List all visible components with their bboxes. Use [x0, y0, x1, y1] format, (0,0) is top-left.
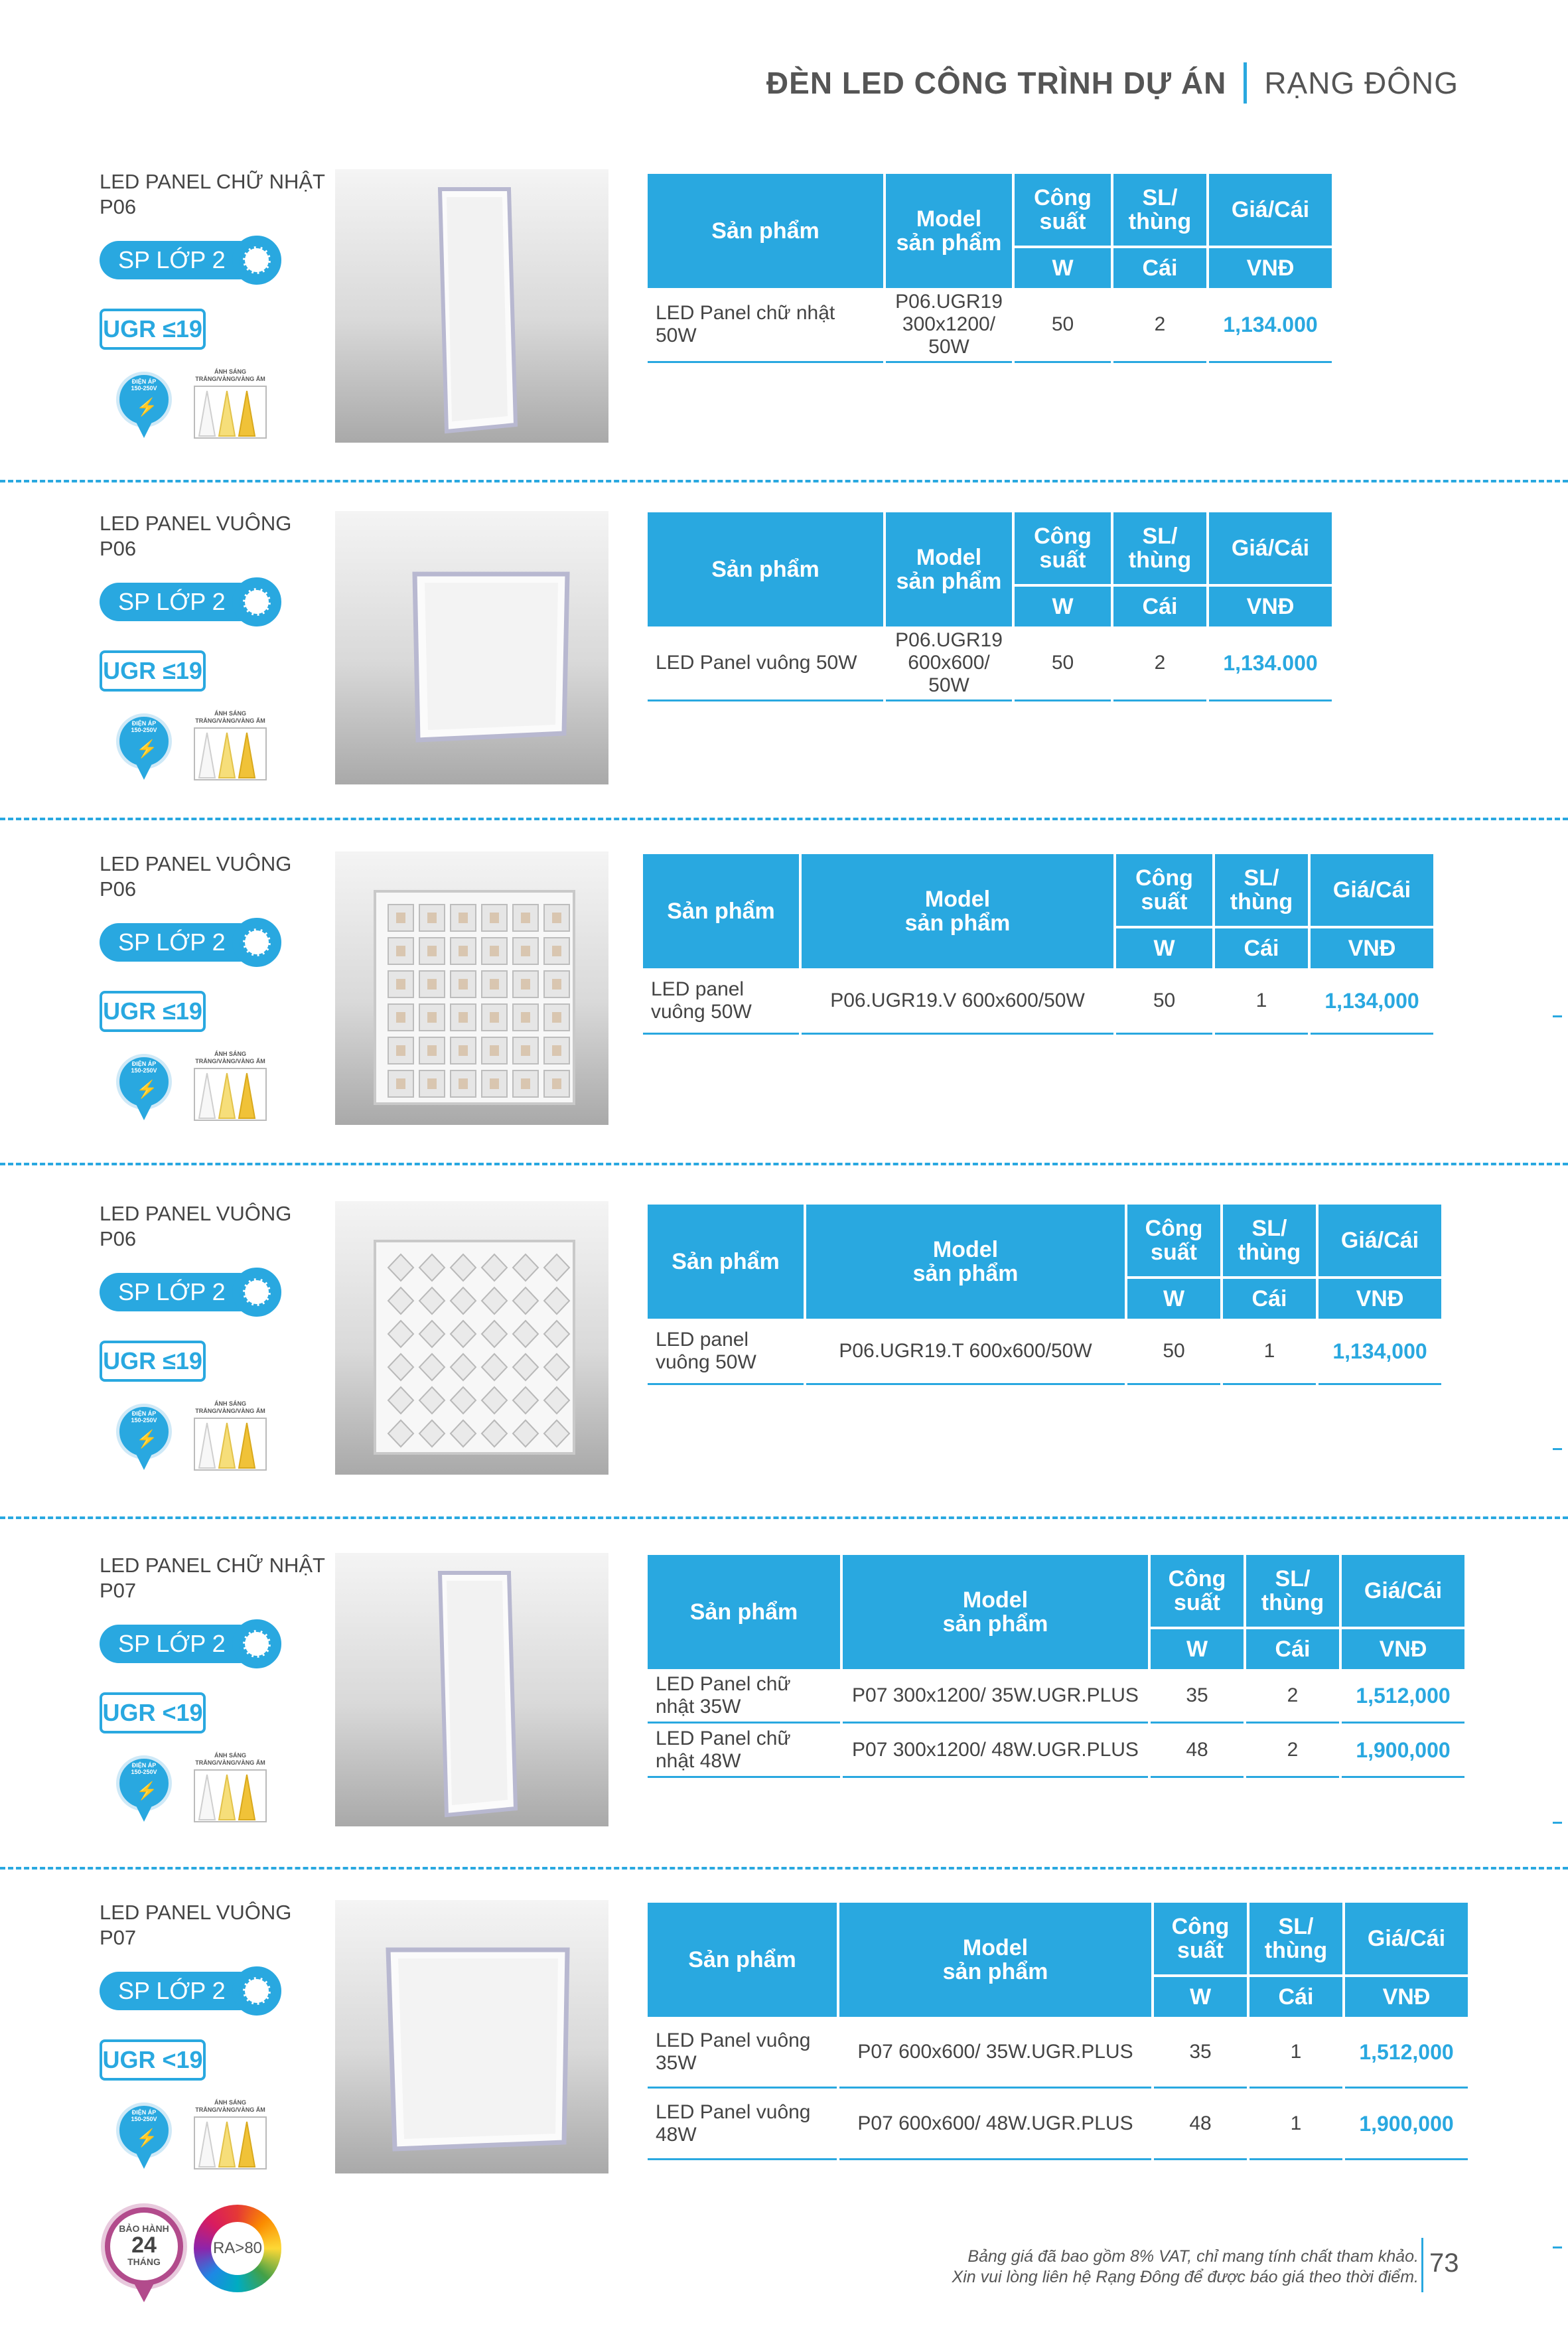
ugr-badge: UGR ≤19: [100, 309, 206, 350]
light-color-icon: [194, 710, 273, 783]
col-unit-pcs: Cái: [1246, 1627, 1339, 1669]
cell-model: P07 300x1200/ 35W.UGR.PLUS: [843, 1669, 1148, 1724]
price-table: [645, 1903, 1470, 2160]
section-divider: [0, 1163, 1568, 1165]
color-rendering-badge: [194, 2205, 281, 2292]
col-unit-pcs: Cái: [1249, 1974, 1342, 2017]
section-divider: [0, 480, 1568, 482]
cell-power: 50: [1015, 288, 1111, 363]
page-number-separator: [1421, 2238, 1423, 2292]
cell-price: 1,134.000: [1209, 626, 1332, 701]
col-header-qty: SL/ thùng: [1223, 1205, 1316, 1276]
voltage-label: ĐIỆN ÁP 150-250V: [131, 720, 157, 733]
light-beams-icon: [194, 1068, 267, 1121]
col-unit-w: W: [1015, 584, 1111, 626]
sp-class-badge: [100, 236, 289, 285]
product-title: [100, 511, 325, 561]
col-unit-vnd: VNĐ: [1209, 584, 1332, 626]
cell-power: 50: [1127, 1319, 1220, 1385]
product-title-line1: LED PANEL CHỮ NHẬT: [100, 170, 325, 193]
header-separator: [1244, 62, 1247, 104]
voltage-label: ĐIỆN ÁP 150-250V: [131, 378, 157, 392]
col-header-price: Giá/Cái: [1311, 854, 1433, 926]
product-title-line1: LED PANEL CHỮ NHẬT: [100, 1554, 325, 1577]
col-unit-w: W: [1154, 1974, 1247, 2017]
product-photo: [335, 169, 608, 443]
light-color-icon: [194, 1051, 273, 1124]
voltage-pin-icon: [116, 1054, 172, 1127]
price-table: [645, 1555, 1467, 1778]
table-row: [648, 1669, 1464, 1724]
col-header-product: Sản phẩm: [648, 1205, 804, 1319]
voltage-pin-icon: [116, 1755, 172, 1828]
class2-ring-icon: [232, 1966, 281, 2016]
col-unit-w: W: [1151, 1627, 1244, 1669]
cell-qty: 1: [1249, 2017, 1342, 2089]
price-table: [645, 512, 1334, 701]
price-table: [640, 854, 1436, 1035]
lightning-bolt-icon: ⚡: [136, 397, 158, 417]
cell-qty: 1: [1223, 1319, 1316, 1385]
product-section: [0, 1201, 1568, 1480]
ra-label: RA>80: [211, 2222, 264, 2275]
col-unit-vnd: VNĐ: [1319, 1276, 1441, 1319]
cell-product-name: LED Panel vuông 48W: [648, 2089, 837, 2160]
lightning-bolt-icon: ⚡: [136, 1781, 158, 1801]
product-title-line2: P07: [100, 1926, 137, 1949]
cell-price: 1,134,000: [1311, 968, 1433, 1035]
price-table: [645, 174, 1334, 363]
col-header-model: Model sản phẩm: [839, 1903, 1151, 2017]
sp-class-badge: [100, 577, 289, 626]
light-color-icon: [194, 1752, 273, 1825]
panel-light-illustration: [335, 1201, 608, 1475]
cell-price: 1,134,000: [1319, 1319, 1441, 1385]
product-title-line2: P06: [100, 1227, 137, 1250]
cell-model: P06.UGR19.V 600x600/50W: [802, 968, 1113, 1035]
footer-note-line2: Xin vui lòng liên hệ Rạng Đông để được báo giá theo thời điểm.: [952, 2268, 1419, 2286]
light-beams-icon: [194, 727, 267, 780]
product-section: [0, 169, 1568, 448]
cell-product-name: LED Panel vuông 50W: [648, 626, 883, 701]
product-title-line2: P07: [100, 1579, 137, 1602]
voltage-pin-icon: [116, 1404, 172, 1477]
sp-class-badge: [100, 1268, 289, 1317]
cell-price: 1,512,000: [1342, 1669, 1464, 1724]
page-number: 73: [1429, 2248, 1459, 2278]
light-color-icon: [194, 1400, 273, 1473]
cell-power: 35: [1154, 2017, 1247, 2089]
light-beams-icon: [194, 1418, 267, 1471]
product-photo: [335, 1553, 608, 1826]
cell-qty: 2: [1246, 1724, 1339, 1778]
product-photo: [335, 851, 608, 1125]
cell-qty: 2: [1246, 1669, 1339, 1724]
edge-tick-mark: [1553, 2246, 1562, 2248]
light-color-icon: [194, 368, 273, 441]
page-header: [766, 60, 1459, 106]
product-section: [0, 1553, 1568, 1832]
footer-note: [952, 2246, 1419, 2288]
table-row: [648, 1319, 1441, 1385]
cell-model: P06.UGR19.T 600x600/50W: [806, 1319, 1125, 1385]
product-title: [100, 1553, 325, 1603]
cell-product-name: LED panel vuông 50W: [648, 1319, 804, 1385]
voltage-pin-icon: [116, 713, 172, 786]
product-title-line2: P06: [100, 195, 137, 218]
col-header-power: Công suất: [1151, 1555, 1244, 1627]
col-unit-pcs: Cái: [1113, 246, 1206, 288]
table-row: [648, 1724, 1464, 1778]
col-unit-w: W: [1015, 246, 1111, 288]
product-title: [100, 169, 325, 220]
sp-class-badge: [100, 1966, 289, 2016]
table-row: [648, 288, 1332, 363]
edge-tick-mark: [1553, 1015, 1562, 1017]
light-color-label: ÁNH SÁNG TRẮNG/VÀNG/VÀNG ẤM: [195, 710, 265, 724]
col-header-qty: SL/ thùng: [1113, 512, 1206, 584]
cell-price: 1,512,000: [1345, 2017, 1468, 2089]
edge-tick-mark: [1553, 1448, 1562, 1450]
warranty-badge: [101, 2203, 187, 2303]
cell-power: 50: [1116, 968, 1212, 1035]
col-unit-w: W: [1127, 1276, 1220, 1319]
table-row: [648, 2089, 1468, 2160]
section-divider: [0, 1867, 1568, 1870]
class2-ring-icon: [232, 1268, 281, 1317]
warranty-unit: THÁNG: [127, 2256, 161, 2267]
product-photo: [335, 1900, 608, 2173]
col-header-price: Giá/Cái: [1345, 1903, 1468, 1974]
lightning-bolt-icon: ⚡: [136, 2128, 158, 2148]
sp-class-badge: [100, 918, 289, 967]
sp-class-label: SP LỚP 2: [100, 1273, 259, 1311]
voltage-label: ĐIỆN ÁP 150-250V: [131, 1061, 157, 1074]
table-row: [643, 968, 1433, 1035]
table-row: [648, 2017, 1468, 2089]
warranty-months: 24: [131, 2233, 157, 2258]
voltage-label: ĐIỆN ÁP 150-250V: [131, 1410, 157, 1424]
ugr-badge: UGR ≤19: [100, 991, 206, 1032]
sp-class-label: SP LỚP 2: [100, 923, 259, 962]
col-header-product: Sản phẩm: [643, 854, 799, 968]
product-title-line2: P06: [100, 537, 137, 560]
light-beams-icon: [194, 1769, 267, 1822]
cell-power: 48: [1151, 1724, 1244, 1778]
col-header-product: Sản phẩm: [648, 1903, 837, 2017]
cell-model: P06.UGR19 600x600/ 50W: [886, 626, 1012, 701]
light-beams-icon: [194, 386, 267, 439]
voltage-pin-icon: [116, 372, 172, 445]
col-header-model: Model sản phẩm: [886, 174, 1012, 288]
col-unit-pcs: Cái: [1215, 926, 1308, 968]
product-title-line1: LED PANEL VUÔNG: [100, 852, 292, 875]
cell-product-name: LED Panel chữ nhật 35W: [648, 1669, 840, 1724]
col-header-price: Giá/Cái: [1209, 512, 1332, 584]
col-header-power: Công suất: [1154, 1903, 1247, 1974]
product-photo: [335, 1201, 608, 1475]
cell-qty: 1: [1215, 968, 1308, 1035]
light-color-label: ÁNH SÁNG TRẮNG/VÀNG/VÀNG ẤM: [195, 368, 265, 382]
col-unit-vnd: VNĐ: [1209, 246, 1332, 288]
col-header-model: Model sản phẩm: [843, 1555, 1148, 1669]
col-header-qty: SL/ thùng: [1246, 1555, 1339, 1627]
cell-product-name: LED panel vuông 50W: [643, 968, 799, 1035]
ugr-badge: UGR <19: [100, 2039, 206, 2081]
cell-product-name: LED Panel chữ nhật 48W: [648, 1724, 840, 1778]
class2-ring-icon: [232, 577, 281, 626]
edge-tick-mark: [1553, 1822, 1562, 1824]
product-title-line2: P06: [100, 877, 137, 901]
section-divider: [0, 818, 1568, 820]
panel-light-illustration: [335, 1900, 608, 2173]
panel-light-illustration: [335, 851, 608, 1125]
col-unit-pcs: Cái: [1113, 584, 1206, 626]
product-photo: [335, 511, 608, 784]
light-color-label: ÁNH SÁNG TRẮNG/VÀNG/VÀNG ẤM: [195, 1752, 265, 1766]
col-header-power: Công suất: [1116, 854, 1212, 926]
product-section: [0, 511, 1568, 790]
product-title-line1: LED PANEL VUÔNG: [100, 1202, 292, 1225]
product-title-line1: LED PANEL VUÔNG: [100, 1901, 292, 1924]
cell-product-name: LED Panel chữ nhật 50W: [648, 288, 883, 363]
ugr-badge: UGR ≤19: [100, 650, 206, 692]
light-color-icon: [194, 2099, 273, 2172]
col-unit-w: W: [1116, 926, 1212, 968]
panel-light-illustration: [335, 1553, 608, 1826]
col-header-model: Model sản phẩm: [886, 512, 1012, 626]
panel-light-illustration: [335, 169, 608, 443]
sp-class-label: SP LỚP 2: [100, 583, 259, 621]
sp-class-label: SP LỚP 2: [100, 1972, 259, 2010]
col-unit-pcs: Cái: [1223, 1276, 1316, 1319]
cell-qty: 2: [1113, 288, 1206, 363]
product-title: [100, 1900, 325, 1950]
cell-price: 1,134.000: [1209, 288, 1332, 363]
col-header-qty: SL/ thùng: [1113, 174, 1206, 246]
lightning-bolt-icon: ⚡: [136, 1429, 158, 1449]
col-header-model: Model sản phẩm: [802, 854, 1113, 968]
light-color-label: ÁNH SÁNG TRẮNG/VÀNG/VÀNG ẤM: [195, 2099, 265, 2113]
table-row: [648, 626, 1332, 701]
light-beams-icon: [194, 2116, 267, 2169]
product-section: [0, 1900, 1568, 2179]
section-divider: [0, 1516, 1568, 1519]
col-unit-vnd: VNĐ: [1345, 1974, 1468, 2017]
brand-name: RẠNG ĐÔNG: [1264, 66, 1459, 100]
cell-qty: 2: [1113, 626, 1206, 701]
price-table: [645, 1205, 1444, 1385]
lightning-bolt-icon: ⚡: [136, 1079, 158, 1099]
col-header-price: Giá/Cái: [1209, 174, 1332, 246]
cell-price: 1,900,000: [1342, 1724, 1464, 1778]
catalog-title: ĐÈN LED CÔNG TRÌNH DỰ ÁN: [766, 66, 1227, 100]
cell-product-name: LED Panel vuông 35W: [648, 2017, 837, 2089]
ugr-badge: UGR ≤19: [100, 1341, 206, 1382]
col-unit-vnd: VNĐ: [1311, 926, 1433, 968]
cell-qty: 1: [1249, 2089, 1342, 2160]
voltage-label: ĐIỆN ÁP 150-250V: [131, 1762, 157, 1775]
product-title-line1: LED PANEL VUÔNG: [100, 512, 292, 535]
sp-class-badge: [100, 1619, 289, 1668]
voltage-pin-icon: [116, 2102, 172, 2175]
cell-power: 35: [1151, 1669, 1244, 1724]
col-header-qty: SL/ thùng: [1215, 854, 1308, 926]
cell-model: P06.UGR19 300x1200/ 50W: [886, 288, 1012, 363]
light-color-label: ÁNH SÁNG TRẮNG/VÀNG/VÀNG ẤM: [195, 1051, 265, 1065]
class2-ring-icon: [232, 918, 281, 967]
cell-model: P07 300x1200/ 48W.UGR.PLUS: [843, 1724, 1148, 1778]
col-header-product: Sản phẩm: [648, 174, 883, 288]
product-title: [100, 1201, 325, 1252]
col-header-price: Giá/Cái: [1342, 1555, 1464, 1627]
cell-power: 50: [1015, 626, 1111, 701]
col-header-product: Sản phẩm: [648, 1555, 840, 1669]
product-title: [100, 851, 325, 902]
sp-class-label: SP LỚP 2: [100, 241, 259, 279]
col-header-power: Công suất: [1015, 174, 1111, 246]
warranty-label: BẢO HÀNH: [119, 2223, 169, 2234]
voltage-label: ĐIỆN ÁP 150-250V: [131, 2109, 157, 2122]
footer-note-line1: Bảng giá đã bao gồm 8% VAT, chỉ mang tính chất tham khảo.: [967, 2247, 1419, 2266]
col-header-power: Công suất: [1015, 512, 1111, 584]
lightning-bolt-icon: ⚡: [136, 739, 158, 759]
cell-model: P07 600x600/ 48W.UGR.PLUS: [839, 2089, 1151, 2160]
col-header-price: Giá/Cái: [1319, 1205, 1441, 1276]
product-section: [0, 851, 1568, 1130]
class2-ring-icon: [232, 1619, 281, 1668]
class2-ring-icon: [232, 236, 281, 285]
col-unit-vnd: VNĐ: [1342, 1627, 1464, 1669]
sp-class-label: SP LỚP 2: [100, 1625, 259, 1663]
col-header-power: Công suất: [1127, 1205, 1220, 1276]
col-header-product: Sản phẩm: [648, 512, 883, 626]
cell-model: P07 600x600/ 35W.UGR.PLUS: [839, 2017, 1151, 2089]
col-header-qty: SL/ thùng: [1249, 1903, 1342, 1974]
panel-light-illustration: [335, 511, 608, 784]
cell-price: 1,900,000: [1345, 2089, 1468, 2160]
ugr-badge: UGR <19: [100, 1692, 206, 1733]
cell-power: 48: [1154, 2089, 1247, 2160]
col-header-model: Model sản phẩm: [806, 1205, 1125, 1319]
light-color-label: ÁNH SÁNG TRẮNG/VÀNG/VÀNG ẤM: [195, 1400, 265, 1414]
